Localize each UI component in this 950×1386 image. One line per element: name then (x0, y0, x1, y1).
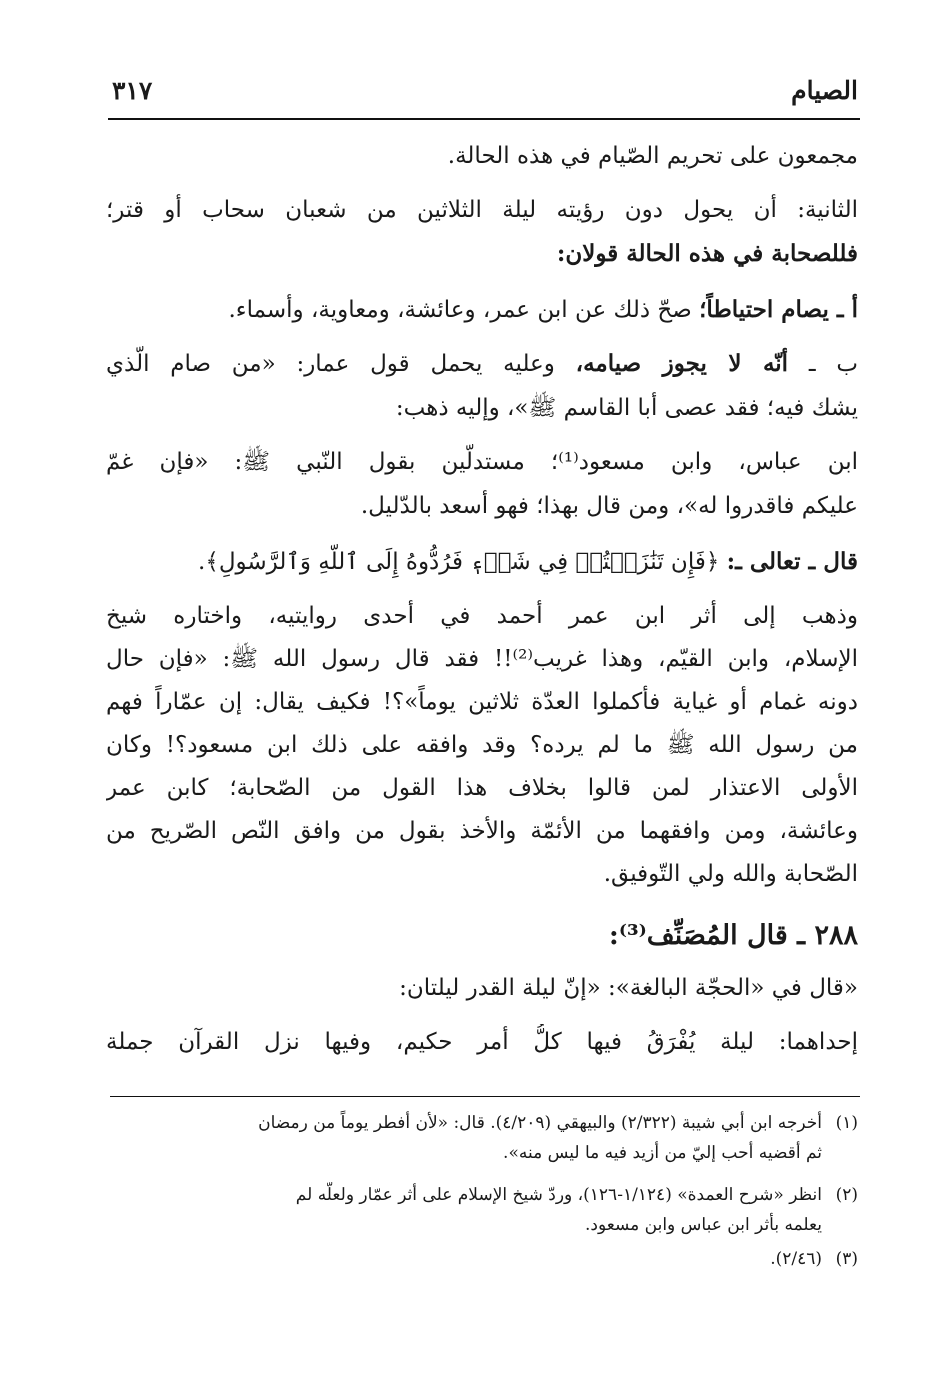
footnote-divider (110, 1096, 860, 1097)
body-line-10: وذهب إلى أثر ابن عمر أحمد في أحدى روايتيه، واختاره شيخ (106, 603, 858, 629)
body-line-7: ابن عباس، وابن مسعود⁽¹⁾؛ مستدلّين بقول النّبي ﷺ: «فإن غمّ (106, 449, 858, 475)
body-line-14: الأولى الاعتذار لمن قالوا بخلاف هذا القول من الصّحابة؛ كابن عمر (106, 775, 858, 801)
section-heading-288: ٢٨٨ ـ قال المُصَنِّف⁽³⁾: (608, 920, 858, 951)
footnote-2-continued: يعلمه بأثر ابن عباس وابن مسعود. (585, 1215, 822, 1235)
body-line-11: الإسلام، وابن القيّم، وهذا غريب⁽²⁾!! فقد قال رسول الله ﷺ: «فإن حال (106, 646, 858, 672)
running-title: الصيام (791, 76, 858, 105)
body-line-12: دونه غمام أو غياية فأكملوا العدّة ثلاثين يوماً»؟! فكيف يقال: إن عمّاراً فهم (106, 689, 858, 715)
verse-intro: قال ـ تعالى ـ: (726, 548, 858, 575)
verse-text: ﴿فَإِن تَنَٰزَعۡتُمۡ فِي شَيۡءٖ فَرُدُّوهُ إِلَى ٱللَّهِ وَٱلرَّسُولِ﴾. (198, 549, 727, 575)
option-b-label: ب ـ (788, 351, 858, 377)
option-a-heading: أ ـ يصام احتياطاً؛ (699, 296, 858, 323)
footnote-3 (106, 1246, 858, 1272)
body-line-19: إحداهما: ليلة يُفْرَقُ فيها كلُّ أمر حكيم، وفيها نزل القرآن جملة (106, 1029, 858, 1055)
body-line-13: من رسول الله ﷺ ما لم يرده؟ وقد وافقه على ذلك ابن مسعود؟! وكان (106, 732, 858, 758)
quran-verse-line (106, 544, 858, 580)
footnote-3-text: (٢/٤٦). (770, 1249, 822, 1269)
footnote-2-number: (٢) (835, 1185, 858, 1205)
body-line-15: وعائشة، ومن وافقهما من الأئمّة والأخذ بقول من وافق النّص الصّريح من (106, 818, 858, 844)
page-header (108, 74, 860, 120)
footnote-1-text: أخرجه ابن أبي شيبة (٢/٣٢٢) والبيهقي (٤/٢٠٩). قال: «لأن أفطر يوماً من رمضان (258, 1113, 822, 1133)
body-line-8: عليكم فاقدروا له»، ومن قال بهذا؛ فهو أسعد بالدّليل. (360, 493, 858, 519)
body-line-3: فللصحابة في هذه الحالة قولان: (556, 240, 858, 267)
body-line-1: مجمعون على تحريم الصّيام في هذه الحالة. (447, 143, 858, 169)
option-a-text: صحّ ذلك عن ابن عمر، وعائشة، ومعاوية، وأسماء. (228, 297, 700, 323)
page-number: ٣١٧ (112, 76, 153, 105)
option-b-text: وعليه يحمل قول عمار: «من صام الّذي (106, 351, 576, 377)
body-line-6: يشك فيه؛ فقد عصى أبا القاسم ﷺ»، وإليه ذهب: (395, 395, 858, 421)
footnote-1-continued: ثم أقضيه أحب إليّ من أزيد فيه ما ليس منه». (503, 1143, 822, 1163)
footnote-1-number: (١) (835, 1113, 858, 1133)
body-line-16: الصّحابة والله ولي التّوفيق. (603, 861, 858, 887)
option-a (106, 292, 858, 328)
option-b (106, 346, 858, 382)
footnote-1 (106, 1110, 858, 1136)
footnote-2 (106, 1182, 858, 1208)
footnote-3-number: (٣) (835, 1249, 858, 1269)
option-b-heading: أنّه لا يجوز صيامه، (575, 350, 789, 377)
body-line-18: «قال في «الحجّة البالغة»: «إنّ ليلة القدر ليلتان: (399, 975, 858, 1001)
footnote-2-text: انظر «شرح العمدة» (١/١٢٤-١٢٦)، وردّ شيخ الإسلام على أثر عمّار ولعلّه لم (295, 1185, 822, 1205)
body-line-2: الثانية: أن يحول دون رؤيته ليلة الثلاثين من شعبان سحاب أو قتر؛ (106, 197, 858, 223)
